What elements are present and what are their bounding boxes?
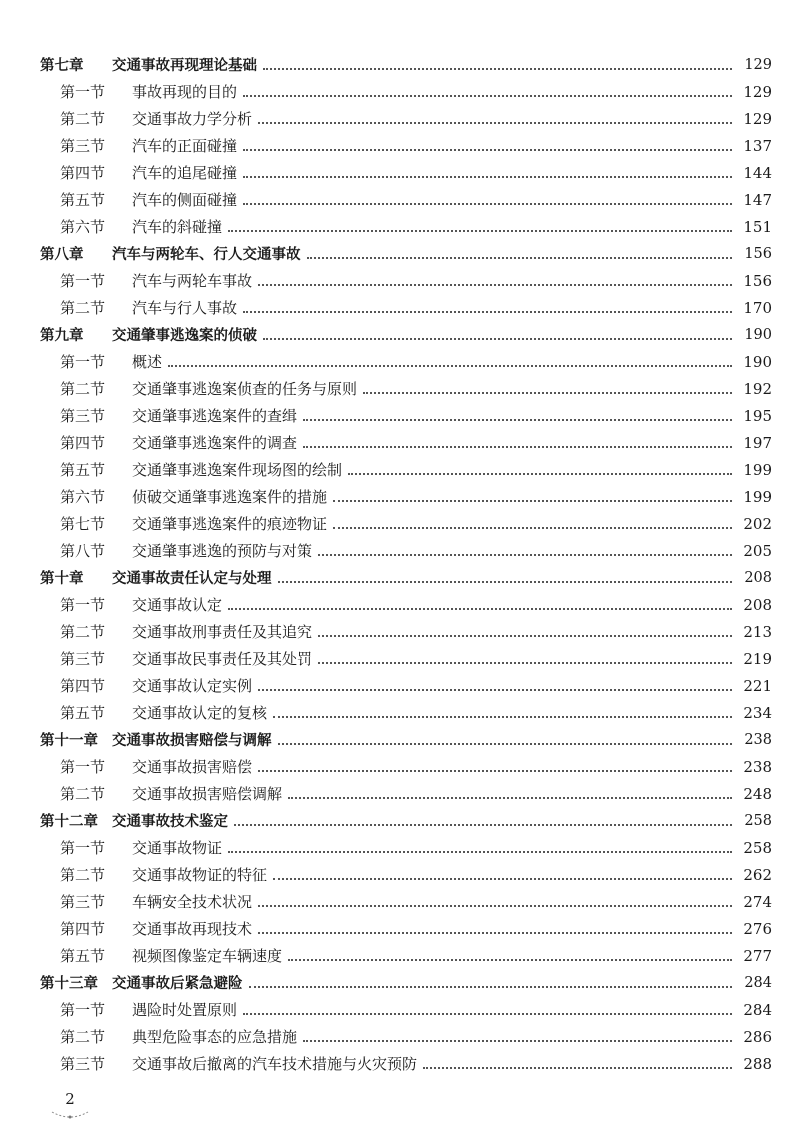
toc-leader-dots: [288, 959, 732, 961]
toc-entry-number: 第六节: [60, 218, 106, 236]
toc-entry-page: 129: [743, 82, 772, 101]
toc-entry-number: 第八节: [60, 542, 106, 560]
toc-chapter-row: [40, 51, 772, 78]
page-number-ornament-icon: [50, 1108, 90, 1120]
toc-leader-dots: [243, 95, 732, 97]
toc-leader-dots: [303, 419, 732, 421]
toc-entry-title: 交通事故后紧急避险: [112, 976, 243, 992]
toc-entry-page: 205: [743, 541, 772, 560]
toc-entry-title: 汽车的侧面碰撞: [132, 191, 238, 209]
toc-entry-title: 汽车的正面碰撞: [132, 137, 238, 155]
toc-section-row: [40, 375, 772, 402]
toc-leader-dots: [249, 986, 733, 988]
toc-entry-title: 交通事故损害赔偿调解: [132, 785, 283, 803]
toc-section-row: [40, 429, 772, 456]
toc-leader-dots: [263, 338, 732, 340]
toc-entry-number: 第十章: [40, 571, 84, 587]
toc-section-row: [40, 591, 772, 618]
toc-entry-page: 277: [743, 946, 772, 965]
toc-leader-dots: [318, 662, 732, 664]
toc-entry-number: 第一节: [60, 353, 106, 371]
toc-entry-page: 137: [743, 136, 772, 155]
toc-leader-dots: [258, 770, 732, 772]
toc-leader-dots: [168, 365, 732, 367]
toc-entry-page: 192: [743, 379, 772, 398]
toc-section-row: [40, 780, 772, 807]
toc-leader-dots: [243, 176, 732, 178]
toc-chapter-row: [40, 807, 772, 834]
toc-entry-page: 208: [743, 595, 772, 614]
toc-entry-number: 第十二章: [40, 814, 98, 830]
toc-entry-number: 第七节: [60, 515, 106, 533]
toc-section-row: [40, 672, 772, 699]
toc-entry-title: 侦破交通肇事逃逸案件的措施: [132, 488, 328, 506]
toc-entry-page: 190: [743, 352, 772, 371]
toc-leader-dots: [303, 446, 732, 448]
toc-entry-page: 144: [743, 163, 772, 182]
toc-entry-number: 第十一章: [40, 733, 98, 749]
toc-entry-page: 213: [743, 622, 772, 641]
toc-entry-number: 第一节: [60, 83, 106, 101]
toc-section-row: [40, 537, 772, 564]
toc-chapter-row: [40, 321, 772, 348]
toc-entry-title: 遇险时处置原则: [132, 1001, 238, 1019]
toc-entry-title: 汽车与两轮车事故: [132, 272, 253, 290]
toc-entry-title: 交通事故力学分析: [132, 110, 253, 128]
toc-entry-page: 221: [743, 676, 772, 695]
toc-entry-number: 第二节: [60, 299, 106, 317]
toc-section-row: [40, 456, 772, 483]
toc-leader-dots: [318, 635, 732, 637]
toc-section-row: [40, 618, 772, 645]
toc-entry-page: 258: [744, 812, 772, 829]
toc-entry-title: 交通肇事逃逸案件的调查: [132, 434, 298, 452]
toc-leader-dots: [228, 230, 732, 232]
toc-section-row: [40, 996, 772, 1023]
toc-section-row: [40, 186, 772, 213]
toc-entry-title: 交通事故再现理论基础: [112, 58, 257, 74]
toc-leader-dots: [243, 1013, 732, 1015]
toc-entry-number: 第三节: [60, 650, 106, 668]
toc-entry-title: 交通事故后撤离的汽车技术措施与火灾预防: [132, 1055, 418, 1073]
toc-entry-title: 交通事故损害赔偿与调解: [112, 733, 272, 749]
toc-entry-page: 190: [744, 326, 772, 343]
page-number: [56, 1090, 96, 1120]
toc-entry-number: 第十三章: [40, 976, 98, 992]
toc-section-row: [40, 483, 772, 510]
toc-entry-page: 197: [743, 433, 772, 452]
toc-section-row: [40, 78, 772, 105]
toc-entry-title: 交通事故物证: [132, 839, 223, 857]
toc-entry-number: 第三节: [60, 893, 106, 911]
toc-entry-page: 276: [743, 919, 772, 938]
toc-leader-dots: [273, 878, 732, 880]
toc-chapter-row: [40, 969, 772, 996]
toc-entry-title: 交通事故认定: [132, 596, 223, 614]
toc-entry-title: 交通肇事逃逸案件现场图的绘制: [132, 461, 343, 479]
toc-leader-dots: [234, 824, 732, 826]
toc-entry-page: 262: [743, 865, 772, 884]
toc-section-row: [40, 915, 772, 942]
toc-entry-title: 汽车的斜碰撞: [132, 218, 223, 236]
toc-entry-number: 第四节: [60, 434, 106, 452]
toc-entry-number: 第八章: [40, 247, 84, 263]
toc-entry-page: 238: [743, 757, 772, 776]
toc-leader-dots: [243, 311, 732, 313]
toc-entry-page: 156: [743, 271, 772, 290]
toc-entry-page: 286: [743, 1027, 772, 1046]
toc-section-row: [40, 888, 772, 915]
toc-leader-dots: [273, 716, 732, 718]
toc-entry-number: 第五节: [60, 461, 106, 479]
toc-entry-title: 交通事故损害赔偿: [132, 758, 253, 776]
toc-leader-dots: [258, 905, 732, 907]
toc-section-row: [40, 510, 772, 537]
toc-section-row: [40, 942, 772, 969]
toc-entry-page: 274: [743, 892, 772, 911]
toc-leader-dots: [258, 932, 732, 934]
toc-entry-title: 交通肇事逃逸案件的痕迹物证: [132, 515, 328, 533]
toc-entry-page: 238: [744, 731, 772, 748]
toc-entry-title: 交通事故再现技术: [132, 920, 253, 938]
toc-entry-title: 交通事故责任认定与处理: [112, 571, 272, 587]
toc-entry-number: 第二节: [60, 623, 106, 641]
toc-leader-dots: [363, 392, 732, 394]
toc-entry-page: 199: [743, 487, 772, 506]
toc-entry-page: 195: [743, 406, 772, 425]
toc-entry-number: 第三节: [60, 407, 106, 425]
table-of-contents: [40, 51, 772, 1077]
toc-entry-title: 交通肇事逃逸案侦查的任务与原则: [132, 380, 358, 398]
toc-entry-title: 视频图像鉴定车辆速度: [132, 947, 283, 965]
page-number-text: 2: [65, 1090, 75, 1108]
toc-leader-dots: [263, 68, 732, 70]
toc-section-row: [40, 159, 772, 186]
toc-section-row: [40, 402, 772, 429]
toc-leader-dots: [318, 554, 732, 556]
toc-leader-dots: [278, 581, 733, 583]
toc-leader-dots: [228, 851, 732, 853]
toc-entry-number: 第六节: [60, 488, 106, 506]
toc-section-row: [40, 348, 772, 375]
toc-entry-number: 第一节: [60, 758, 106, 776]
toc-entry-page: 129: [744, 56, 772, 73]
toc-section-row: [40, 699, 772, 726]
toc-leader-dots: [423, 1067, 732, 1069]
toc-entry-number: 第二节: [60, 380, 106, 398]
toc-leader-dots: [243, 149, 732, 151]
toc-entry-title: 汽车的追尾碰撞: [132, 164, 238, 182]
toc-leader-dots: [348, 473, 732, 475]
toc-entry-number: 第一节: [60, 272, 106, 290]
toc-entry-number: 第四节: [60, 920, 106, 938]
toc-entry-title: 交通肇事逃逸案件的查缉: [132, 407, 298, 425]
toc-leader-dots: [258, 689, 732, 691]
toc-leader-dots: [228, 608, 732, 610]
toc-section-row: [40, 834, 772, 861]
toc-entry-number: 第四节: [60, 677, 106, 695]
toc-section-row: [40, 294, 772, 321]
toc-entry-title: 汽车与行人事故: [132, 299, 238, 317]
toc-entry-number: 第三节: [60, 137, 106, 155]
toc-section-row: [40, 1023, 772, 1050]
toc-entry-page: 219: [743, 649, 772, 668]
toc-entry-title: 交通事故物证的特征: [132, 866, 268, 884]
toc-section-row: [40, 645, 772, 672]
toc-entry-number: 第七章: [40, 58, 84, 74]
toc-section-row: [40, 753, 772, 780]
toc-entry-title: 交通肇事逃逸的预防与对策: [132, 542, 313, 560]
toc-section-row: [40, 132, 772, 159]
toc-entry-title: 概述: [132, 353, 163, 371]
toc-entry-number: 第三节: [60, 1055, 106, 1073]
toc-entry-page: 288: [743, 1054, 772, 1073]
toc-entry-page: 129: [743, 109, 772, 128]
toc-entry-title: 事故再现的目的: [132, 83, 238, 101]
toc-entry-number: 第二节: [60, 110, 106, 128]
toc-entry-number: 第一节: [60, 1001, 106, 1019]
toc-chapter-row: [40, 564, 772, 591]
toc-entry-number: 第四节: [60, 164, 106, 182]
toc-chapter-row: [40, 726, 772, 753]
toc-leader-dots: [333, 527, 732, 529]
toc-entry-number: 第一节: [60, 596, 106, 614]
toc-entry-page: 199: [743, 460, 772, 479]
toc-entry-title: 车辆安全技术状况: [132, 893, 253, 911]
toc-entry-page: 208: [744, 569, 772, 586]
toc-section-row: [40, 213, 772, 240]
toc-entry-page: 284: [743, 1000, 772, 1019]
toc-entry-title: 交通事故技术鉴定: [112, 814, 228, 830]
toc-leader-dots: [303, 1040, 732, 1042]
toc-entry-page: 284: [744, 974, 772, 991]
toc-section-row: [40, 267, 772, 294]
toc-entry-page: 258: [743, 838, 772, 857]
toc-entry-number: 第二节: [60, 866, 106, 884]
toc-leader-dots: [278, 743, 733, 745]
toc-entry-number: 第二节: [60, 1028, 106, 1046]
toc-leader-dots: [307, 257, 733, 259]
toc-entry-number: 第二节: [60, 785, 106, 803]
toc-section-row: [40, 105, 772, 132]
toc-section-row: [40, 861, 772, 888]
toc-entry-number: 第五节: [60, 947, 106, 965]
toc-entry-page: 156: [744, 245, 772, 262]
toc-entry-title: 交通事故认定实例: [132, 677, 253, 695]
toc-entry-title: 交通事故刑事责任及其追究: [132, 623, 313, 641]
toc-entry-page: 147: [743, 190, 772, 209]
toc-entry-title: 交通肇事逃逸案的侦破: [112, 328, 257, 344]
toc-entry-title: 交通事故民事责任及其处罚: [132, 650, 313, 668]
toc-entry-page: 151: [743, 217, 772, 236]
toc-entry-title: 交通事故认定的复核: [132, 704, 268, 722]
toc-entry-page: 202: [743, 514, 772, 533]
toc-entry-number: 第五节: [60, 191, 106, 209]
toc-leader-dots: [288, 797, 732, 799]
toc-leader-dots: [333, 500, 732, 502]
toc-entry-number: 第一节: [60, 839, 106, 857]
toc-entry-title: 汽车与两轮车、行人交通事故: [112, 247, 301, 263]
toc-chapter-row: [40, 240, 772, 267]
toc-leader-dots: [258, 284, 732, 286]
toc-entry-title: 典型危险事态的应急措施: [132, 1028, 298, 1046]
toc-entry-page: 248: [743, 784, 772, 803]
toc-leader-dots: [243, 203, 732, 205]
toc-entry-number: 第九章: [40, 328, 84, 344]
toc-leader-dots: [258, 122, 732, 124]
toc-entry-page: 170: [743, 298, 772, 317]
toc-section-row: [40, 1050, 772, 1077]
toc-entry-page: 234: [743, 703, 772, 722]
toc-entry-number: 第五节: [60, 704, 106, 722]
